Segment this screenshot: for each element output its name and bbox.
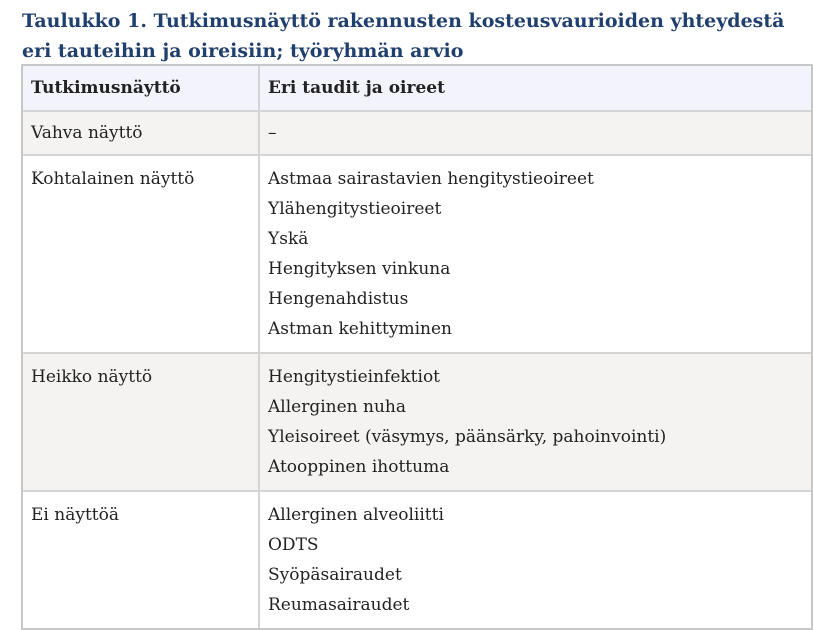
table-row-weak bbox=[23, 352, 811, 490]
header-conditions: Eri taudit ja oireet bbox=[260, 66, 811, 110]
evidence-cell: Kohtalainen näyttö bbox=[23, 156, 260, 352]
condition-item: Astmaa sairastavien hengitystieoireet bbox=[268, 169, 594, 189]
table-caption: Taulukko 1. Tutkimusnäyttö rakennusten kosteusvaurioiden yhteydestä eri tauteihin ja oireisiin; työryhmän arvio bbox=[22, 10, 785, 62]
table-header-row bbox=[23, 66, 811, 110]
condition-item: Allerginen nuha bbox=[268, 397, 407, 417]
condition-item: Hengenahdistus bbox=[268, 289, 409, 309]
condition-item: Atooppinen ihottuma bbox=[268, 457, 450, 477]
evidence-cell: Heikko näyttö bbox=[23, 354, 260, 490]
table-row-none bbox=[23, 490, 811, 628]
table-row-strong bbox=[23, 110, 811, 154]
evidence-cell: Vahva näyttö bbox=[23, 112, 260, 154]
header-evidence: Tutkimusnäyttö bbox=[23, 66, 260, 110]
condition-item: Hengitystieinfektiot bbox=[268, 367, 441, 387]
conditions-cell bbox=[260, 492, 811, 628]
condition-item: Astman kehittyminen bbox=[268, 319, 452, 339]
condition-item: Syöpäsairaudet bbox=[268, 565, 402, 585]
evidence-table bbox=[21, 64, 813, 630]
conditions-cell: – bbox=[260, 112, 811, 154]
conditions-cell bbox=[260, 156, 811, 352]
table-row-moderate bbox=[23, 154, 811, 352]
condition-item: Reumasairaudet bbox=[268, 595, 410, 615]
condition-item: Yskä bbox=[268, 229, 309, 249]
condition-item: Ylähengitystieoireet bbox=[268, 199, 442, 219]
condition-item: Yleisoireet (väsymys, päänsärky, pahoinvointi) bbox=[268, 427, 667, 447]
evidence-cell: Ei näyttöä bbox=[23, 492, 260, 628]
conditions-cell bbox=[260, 354, 811, 490]
condition-item: ODTS bbox=[268, 535, 319, 555]
condition-item: Allerginen alveoliitti bbox=[268, 505, 444, 525]
condition-item: Hengityksen vinkuna bbox=[268, 259, 451, 279]
